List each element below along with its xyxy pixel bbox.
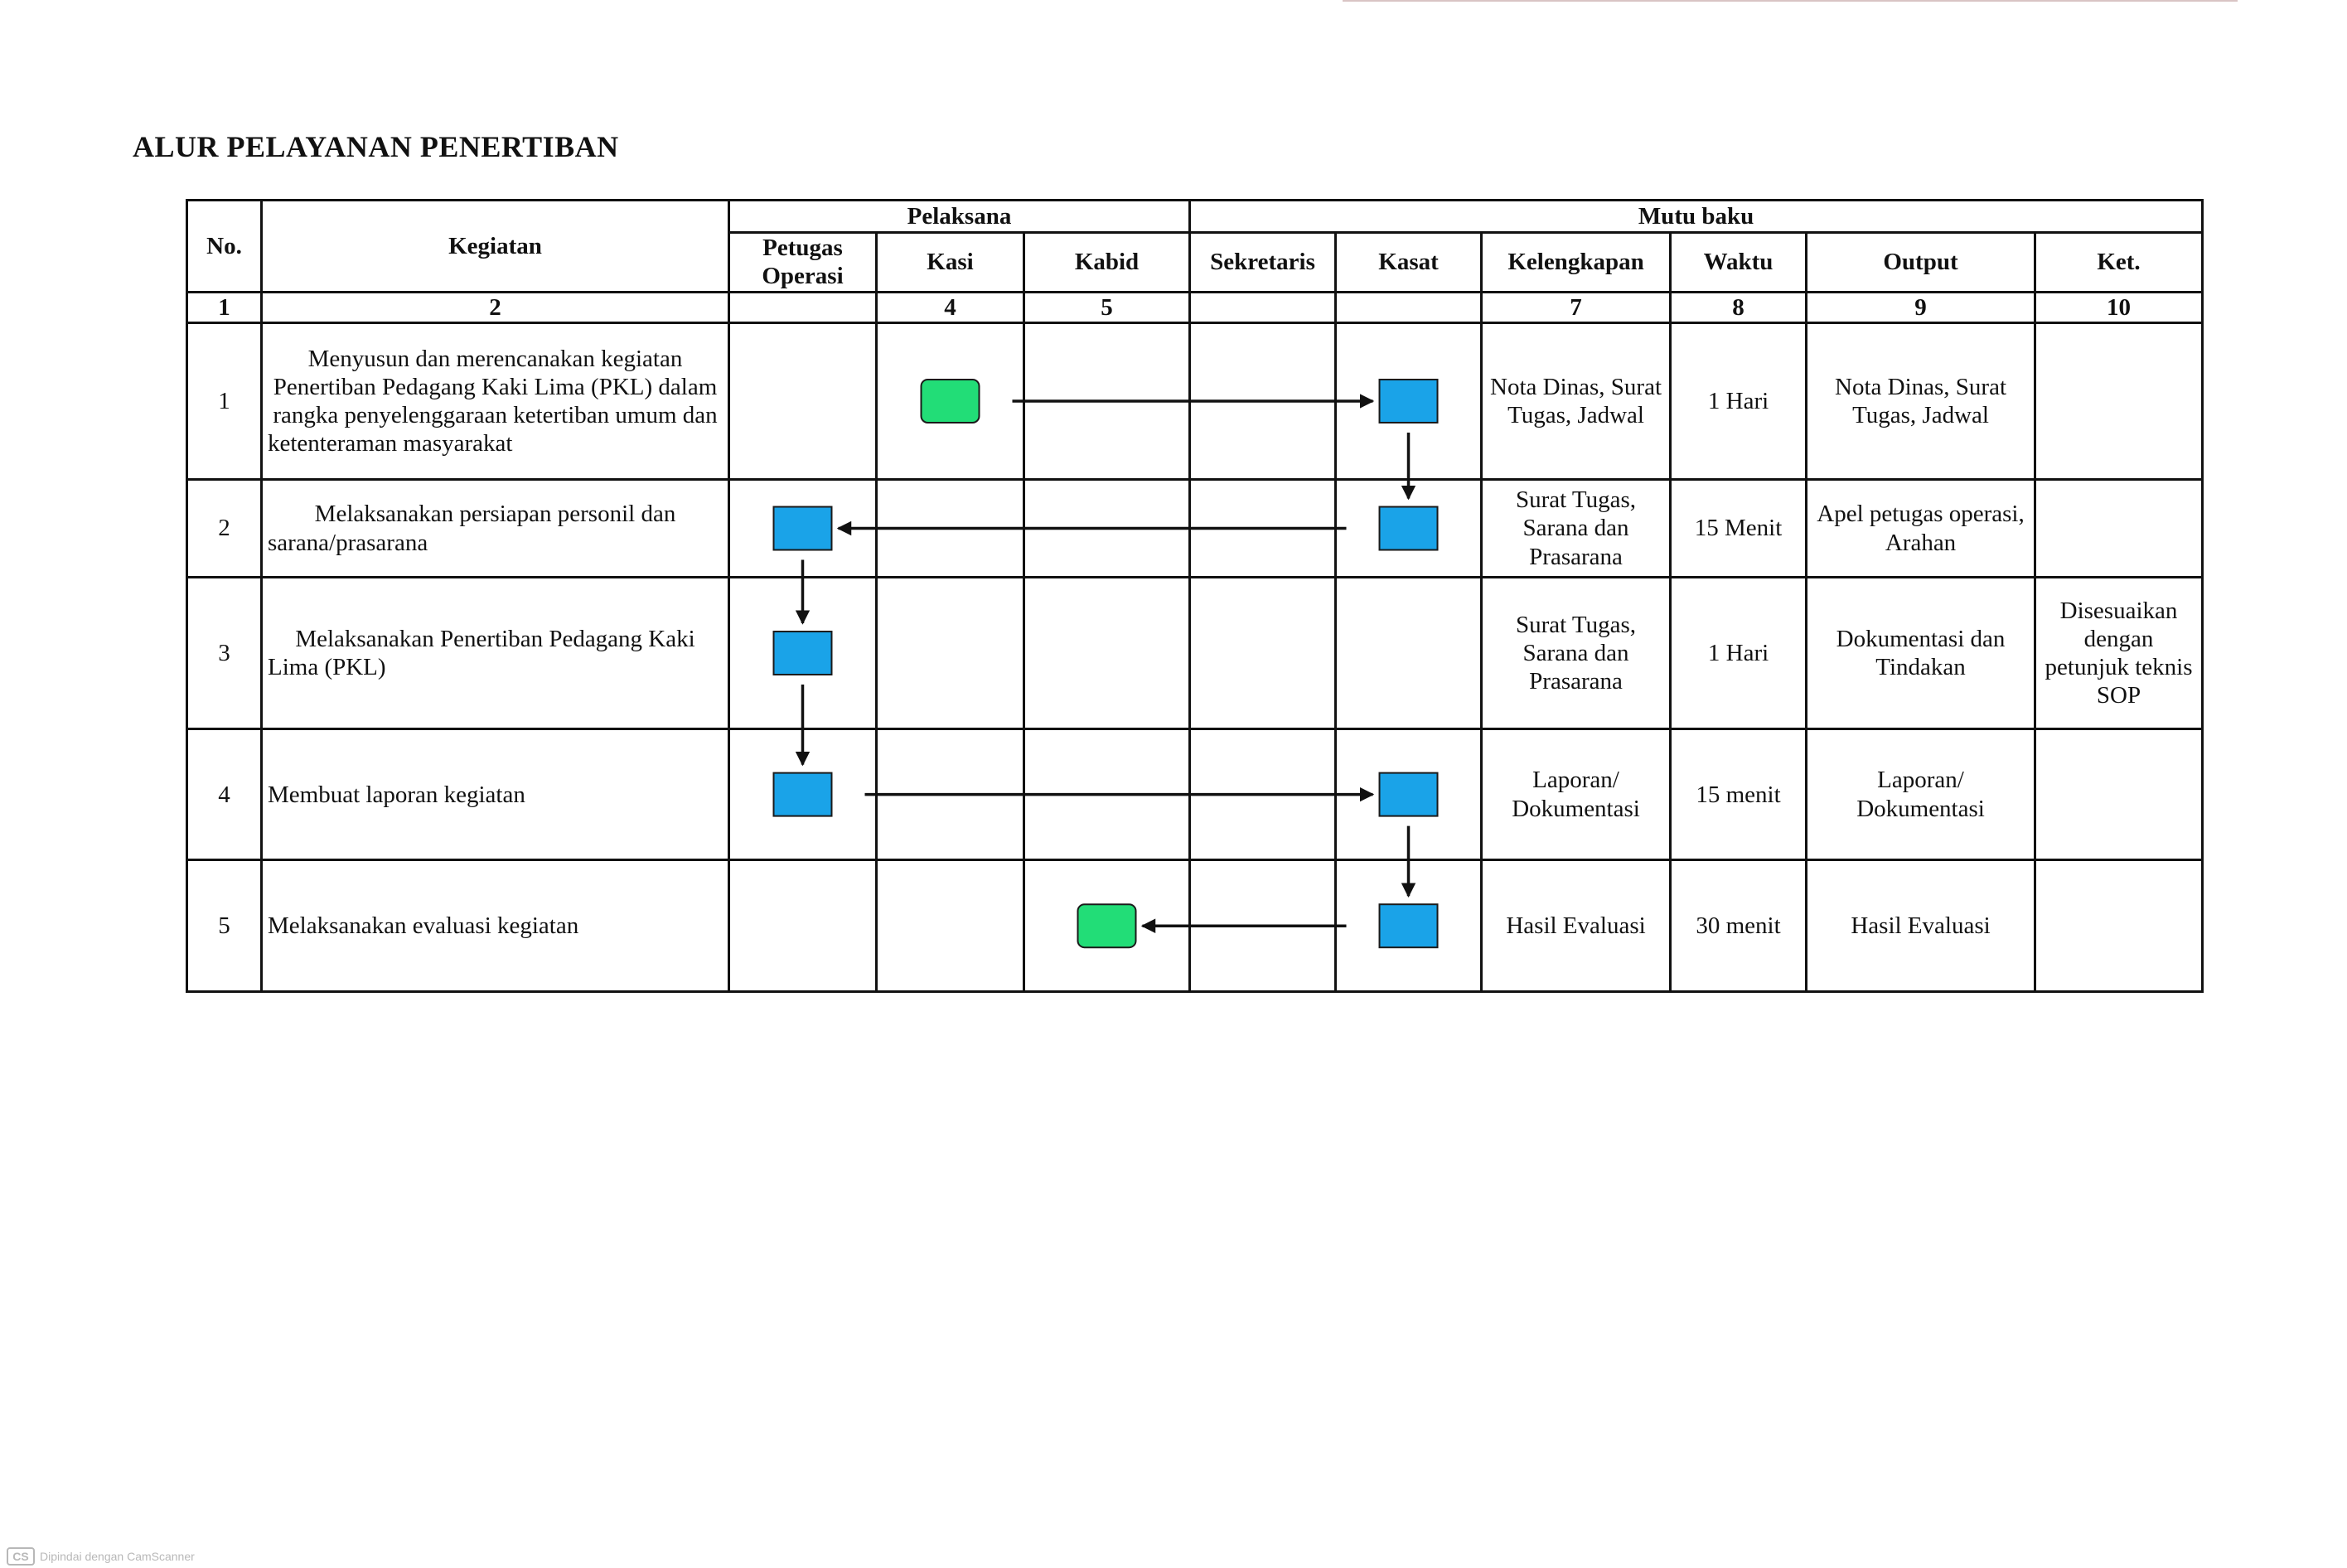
row-number: 1: [187, 323, 262, 480]
column-number: 8: [1671, 292, 1807, 322]
column-number: 1: [187, 292, 262, 322]
waktu-cell: 1 Hari: [1671, 323, 1807, 480]
header-output: Output: [1807, 233, 2035, 293]
lane-kasat: [1336, 323, 1482, 480]
lane-kasi: [877, 728, 1024, 860]
ket-cell: [2035, 479, 2203, 577]
table-row: [187, 578, 2203, 729]
kelengkapan-cell: Nota Dinas, Surat Tugas, Jadwal: [1482, 323, 1671, 480]
row-number: 5: [187, 860, 262, 992]
lane-kabid: [1024, 860, 1190, 992]
lane-petugas-operasi: [729, 728, 877, 860]
kelengkapan-cell: Surat Tugas, Sarana dan Prasarana: [1482, 578, 1671, 729]
lane-kabid: [1024, 578, 1190, 729]
activity-cell: Melaksanakan persiapan personil dan sarana/prasarana: [262, 479, 729, 577]
row-number: 3: [187, 578, 262, 729]
output-cell: Hasil Evaluasi: [1807, 860, 2035, 992]
lane-sekretaris: [1190, 578, 1336, 729]
lane-sekretaris: [1190, 323, 1336, 480]
lane-sekretaris: [1190, 728, 1336, 860]
table-row: [187, 479, 2203, 577]
lane-kasat: [1336, 728, 1482, 860]
document-title: ALUR PELAYANAN PENERTIBAN: [133, 130, 619, 163]
column-number: 7: [1482, 292, 1671, 322]
output-cell: Nota Dinas, Surat Tugas, Jadwal: [1807, 323, 2035, 480]
column-number: 9: [1807, 292, 2035, 322]
activity-cell: Melaksanakan evaluasi kegiatan: [262, 860, 729, 992]
ket-cell: Disesuaikan dengan petunjuk teknis SOP: [2035, 578, 2203, 729]
output-cell: Laporan/ Dokumentasi: [1807, 728, 2035, 860]
column-number-row: [187, 292, 2203, 322]
header-sekretaris: Sekretaris: [1190, 233, 1336, 293]
kelengkapan-cell: Surat Tugas, Sarana dan Prasarana: [1482, 479, 1671, 577]
lane-sekretaris: [1190, 479, 1336, 577]
waktu-cell: 15 Menit: [1671, 479, 1807, 577]
column-number: 2: [262, 292, 729, 322]
column-number: [1336, 292, 1482, 322]
header-kegiatan: Kegiatan: [262, 201, 729, 293]
lane-kabid: [1024, 728, 1190, 860]
lane-kabid: [1024, 479, 1190, 577]
ket-cell: [2035, 860, 2203, 992]
ket-cell: [2035, 323, 2203, 480]
lane-kasat: [1336, 860, 1482, 992]
sop-table: [186, 199, 2204, 993]
column-number: 10: [2035, 292, 2203, 322]
output-cell: Apel petugas operasi, Arahan: [1807, 479, 2035, 577]
lane-petugas-operasi: [729, 578, 877, 729]
output-cell: Dokumentasi dan Tindakan: [1807, 578, 2035, 729]
lane-kasi: [877, 578, 1024, 729]
ket-cell: [2035, 728, 2203, 860]
header-kasat: Kasat: [1336, 233, 1482, 293]
header-kabid: Kabid: [1024, 233, 1190, 293]
camscanner-logo: CS: [7, 1547, 35, 1566]
row-number: 2: [187, 479, 262, 577]
header-pelaksana: Pelaksana: [729, 201, 1190, 233]
activity-cell: Membuat laporan kegiatan: [262, 728, 729, 860]
header-petugas-operasi: Petugas Operasi: [729, 233, 877, 293]
table-row: [187, 728, 2203, 860]
lane-kasat: [1336, 578, 1482, 729]
camscanner-text: Dipindai dengan CamScanner: [40, 1550, 195, 1563]
header-ket: Ket.: [2035, 233, 2203, 293]
header-kelengkapan: Kelengkapan: [1482, 233, 1671, 293]
header-no: No.: [187, 201, 262, 293]
lane-kasi: [877, 860, 1024, 992]
header-kasi: Kasi: [877, 233, 1024, 293]
waktu-cell: 30 menit: [1671, 860, 1807, 992]
activity-cell: Menyusun dan merencanakan kegiatan Penertiban Pedagang Kaki Lima (PKL) dalam rangka penyelenggaraan ketertiban umum dan ketenteraman masyarakat: [262, 323, 729, 480]
lane-kasi: [877, 479, 1024, 577]
kelengkapan-cell: Hasil Evaluasi: [1482, 860, 1671, 992]
lane-kabid: [1024, 323, 1190, 480]
waktu-cell: 1 Hari: [1671, 578, 1807, 729]
column-number: [1190, 292, 1336, 322]
column-number: 5: [1024, 292, 1190, 322]
lane-kasi: [877, 323, 1024, 480]
lane-petugas-operasi: [729, 323, 877, 480]
scan-edge-line: [1343, 0, 2238, 2]
row-number: 4: [187, 728, 262, 860]
lane-kasat: [1336, 479, 1482, 577]
column-number: [729, 292, 877, 322]
camscanner-watermark: [7, 1548, 195, 1565]
header-waktu: Waktu: [1671, 233, 1807, 293]
table-row: [187, 323, 2203, 480]
header-mutu-baku: Mutu baku: [1190, 201, 2203, 233]
lane-petugas-operasi: [729, 860, 877, 992]
activity-cell: Melaksanakan Penertiban Pedagang Kaki Lima (PKL): [262, 578, 729, 729]
lane-sekretaris: [1190, 860, 1336, 992]
lane-petugas-operasi: [729, 479, 877, 577]
waktu-cell: 15 menit: [1671, 728, 1807, 860]
kelengkapan-cell: Laporan/ Dokumentasi: [1482, 728, 1671, 860]
table-row: [187, 860, 2203, 992]
column-number: 4: [877, 292, 1024, 322]
